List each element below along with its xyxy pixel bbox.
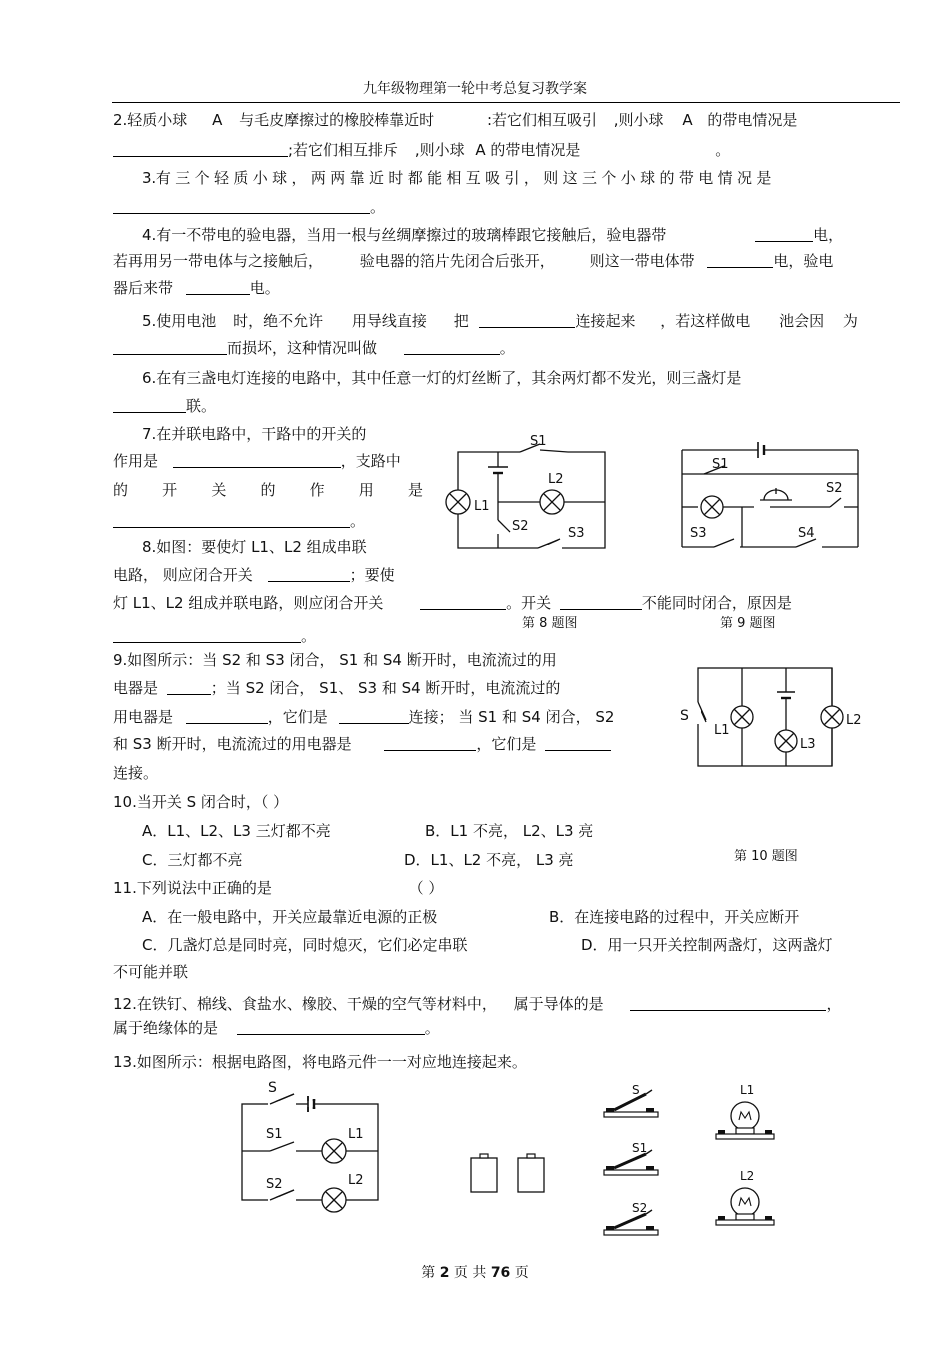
label-s1: S1	[712, 457, 729, 472]
q8-line-3	[113, 594, 792, 612]
q3-line-2	[113, 198, 385, 216]
answer-blank[interactable]	[755, 227, 813, 242]
q12-text: 12.在铁钉、棉线、食盐水、橡胶、干燥的空气等材料中，	[113, 995, 497, 1013]
battery-icon[interactable]	[468, 1152, 500, 1194]
knife-switch-s-icon[interactable]	[602, 1082, 662, 1124]
knife-switch-s1-icon[interactable]	[602, 1140, 662, 1182]
answer-blank[interactable]	[113, 340, 227, 355]
q9-text: 和 S3 断开时，电流流过的用电器是	[113, 735, 352, 753]
answer-blank[interactable]	[113, 199, 370, 214]
q6-line-1: 6.在有三盏电灯连接的电路中，其中任意一灯的灯丝断了，其余两灯都不发光，则三盏灯是	[142, 369, 742, 387]
answer-blank[interactable]	[560, 595, 642, 610]
fig8-circuit	[440, 430, 620, 555]
q3-text: 。	[370, 198, 386, 216]
label-l1: L1	[474, 499, 490, 514]
q9-text: 电器是	[113, 679, 159, 697]
footer-text: 第	[421, 1265, 436, 1281]
q10-stem: 10.当开关 S 闭合时，（ ）	[113, 793, 289, 811]
label-s3: S3	[568, 526, 585, 541]
q4-line-2	[113, 252, 833, 270]
label-l2: L2	[348, 1173, 364, 1188]
label-s1: S1	[530, 434, 547, 449]
q7-text: 作用是	[113, 452, 159, 470]
q5-text: 5.使用电池	[142, 312, 217, 330]
q7-char: 的	[260, 481, 276, 499]
page-number: 2	[439, 1265, 450, 1281]
q2-text: ;若它们相互排斥	[288, 141, 399, 159]
q4-text: 则这一带电体带	[589, 252, 695, 270]
q9-line-5: 连接。	[113, 764, 159, 782]
q8-line-1: 8.如图：要使灯 L1、L2 组成串联	[142, 538, 367, 556]
label-s2: S2	[512, 519, 529, 534]
q9-line-2	[113, 679, 560, 697]
q7-char: 是	[407, 481, 423, 499]
q7-char: 的	[113, 481, 129, 499]
q9-line-4	[113, 735, 611, 753]
label-s3: S3	[690, 526, 707, 541]
label-s2: S2	[632, 1201, 648, 1215]
label-s: S	[268, 1080, 277, 1096]
q8-line-2	[113, 566, 395, 584]
page-header: 九年级物理第一轮中考总复习教学案	[363, 81, 587, 97]
answer-blank[interactable]	[237, 1020, 425, 1035]
q7-line-1: 7.在并联电路中，干路中的开关的	[142, 425, 367, 443]
q7-text: 。	[350, 512, 366, 530]
q2-text: ,则小球	[613, 111, 664, 129]
label-l2: L2	[740, 1169, 755, 1183]
q11-option-d-cont: 不可能并联	[113, 963, 189, 981]
q6-line-2	[113, 397, 216, 415]
q11-stem	[113, 879, 443, 897]
q10-option-a[interactable]: A．L1、L2、L3 三灯都不亮	[142, 822, 331, 840]
label-s: S	[632, 1083, 640, 1097]
q12-line-2	[113, 1019, 440, 1037]
q9-line-3	[113, 708, 614, 726]
q5-text: 池会因	[779, 312, 825, 330]
q9-text: ；当 S2 闭合， S1、 S3 和 S4 断开时，电流流过的	[210, 679, 561, 697]
q8-text: 。开关	[506, 594, 552, 612]
footer-text: 页	[514, 1265, 529, 1281]
q11-option-a[interactable]: A．在一般电路中，开关应最靠近电源的正极	[142, 908, 438, 926]
q4-text: 电，验电	[773, 252, 834, 270]
q5-text: 把	[453, 312, 469, 330]
label-s4: S4	[798, 526, 815, 541]
q2-text: A	[212, 111, 223, 129]
q8-text: ；要使	[349, 566, 395, 584]
fig8-caption: 第 8 题图	[522, 616, 578, 631]
q4-text: 若再用另一带电体与之接触后，	[113, 252, 324, 270]
fig9-caption: 第 9 题图	[720, 616, 776, 631]
q5-line-1	[142, 312, 858, 330]
answer-blank[interactable]	[167, 680, 211, 695]
label-l3: L3	[800, 737, 816, 752]
label-l1: L1	[714, 723, 730, 738]
q11-text: 11.下列说法中正确的是	[113, 879, 272, 897]
fig13-circuit	[230, 1076, 390, 1216]
q4-line-1	[142, 226, 843, 244]
label-s: S	[680, 708, 689, 724]
q7-text: ，支路中	[340, 452, 401, 470]
q5-text: 而损坏，这种情况叫做	[227, 339, 378, 357]
fig10-caption: 第 10 题图	[734, 849, 798, 864]
q8-text: 灯 L1、L2 组成并联电路，则应闭合开关	[113, 594, 384, 612]
q12-line-1	[113, 995, 841, 1013]
answer-blank[interactable]	[113, 142, 288, 157]
footer-text: 页 共	[453, 1265, 487, 1281]
bulb-l2-icon[interactable]	[714, 1166, 776, 1228]
q12-text: ，	[826, 995, 842, 1013]
answer-blank[interactable]	[268, 567, 350, 582]
q12-text: 属于导体的是	[513, 995, 604, 1013]
header-rule	[112, 102, 900, 103]
answer-blank[interactable]	[113, 398, 186, 413]
q5-text: 连接起来	[575, 312, 636, 330]
q5-text: 。	[499, 339, 515, 357]
q4-text: 4.有一不带电的验电器，当用一根与丝绸摩擦过的玻璃棒跟它接触后，验电器带	[142, 226, 667, 244]
answer-blank[interactable]	[707, 253, 773, 268]
q8-text: 电路， 则应闭合开关	[113, 566, 253, 584]
answer-blank[interactable]	[186, 709, 268, 724]
label-s2: S2	[266, 1177, 283, 1192]
q5-text: 时，绝不允许	[233, 312, 324, 330]
q12-text: 。	[424, 1019, 440, 1037]
label-l1: L1	[348, 1127, 364, 1142]
q5-line-2	[113, 339, 515, 357]
q9-line-1: 9.如图所示：当 S2 和 S3 闭合， S1 和 S4 断开时，电流流过的用	[113, 651, 557, 669]
q2-text: ,则小球	[414, 141, 465, 159]
q5-text: 为	[842, 312, 858, 330]
answer-blank[interactable]	[113, 628, 301, 643]
q8-line-4	[113, 627, 316, 645]
q12-text: 属于绝缘体的是	[113, 1019, 219, 1037]
q9-text: 用电器是	[113, 708, 174, 726]
q2-text: 与毛皮摩擦过的橡胶棒靠近时	[239, 111, 435, 129]
q11-option-d[interactable]: D．用一只开关控制两盏灯，这两盏灯	[581, 936, 833, 954]
q7-line-2	[113, 452, 401, 470]
page-total: 76	[490, 1265, 511, 1281]
q11-answer-paren: （ ）	[408, 879, 444, 897]
q2-text: 的带电情况是	[707, 111, 798, 129]
answer-blank[interactable]	[173, 453, 341, 468]
q7-char: 作	[309, 481, 325, 499]
q2-text: 2.轻质小球	[113, 111, 188, 129]
q8-text: 。	[301, 627, 317, 645]
answer-blank[interactable]	[630, 996, 826, 1011]
q4-text: 验电器的箔片先闭合后张开，	[359, 252, 555, 270]
answer-blank[interactable]	[420, 595, 506, 610]
q7-line-4	[113, 512, 365, 530]
q2-line-1	[113, 111, 797, 129]
q2-text: 。	[715, 141, 731, 159]
fig10-circuit	[676, 662, 866, 772]
answer-blank[interactable]	[186, 280, 250, 295]
q2-text: :若它们相互吸引	[486, 111, 597, 129]
knife-switch-s2-icon[interactable]	[602, 1200, 662, 1242]
q10-option-d[interactable]: D．L1、L2 不亮， L3 亮	[404, 851, 574, 869]
answer-blank[interactable]	[339, 709, 409, 724]
label-l2: L2	[846, 713, 862, 728]
q11-option-c[interactable]: C．几盏灯总是同时亮，同时熄灭，它们必定串联	[142, 936, 468, 954]
q10-option-b[interactable]: B．L1 不亮， L2、L3 亮	[425, 822, 594, 840]
battery-icon[interactable]	[515, 1152, 547, 1194]
q9-text: ，它们是	[267, 708, 328, 726]
page-footer	[0, 1262, 950, 1282]
q3-line-1: 3.有 三 个 轻 质 小 球 ， 两 两 靠 近 时 都 能 相 互 吸 引 ， 则 这 三 个 小 球 的 带 电 情 况 是	[142, 169, 772, 187]
answer-blank[interactable]	[479, 313, 575, 328]
answer-blank[interactable]	[545, 736, 611, 751]
q2-text: A	[682, 111, 693, 129]
label-l2: L2	[548, 472, 564, 487]
q4-line-3	[113, 279, 280, 297]
q13-line-1: 13.如图所示：根据电路图，将电路元件一一对应地连接起来。	[113, 1053, 527, 1071]
fig9-circuit	[676, 432, 866, 552]
q4-text: 器后来带	[113, 279, 174, 297]
q9-text: ，它们是	[476, 735, 537, 753]
q8-text: 不能同时闭合，原因是	[641, 594, 792, 612]
q2-line-2	[113, 141, 730, 159]
bulb-l1-icon[interactable]	[714, 1080, 776, 1142]
answer-blank[interactable]	[384, 736, 476, 751]
q7-char: 开	[162, 481, 178, 499]
q5-text: ，若这样做电	[660, 312, 751, 330]
q10-option-c[interactable]: C．三灯都不亮	[142, 851, 243, 869]
q7-char: 用	[358, 481, 374, 499]
answer-blank[interactable]	[113, 513, 350, 528]
q4-text: 电，	[813, 226, 844, 244]
q11-option-b[interactable]: B．在连接电路的过程中，开关应断开	[549, 908, 800, 926]
q9-text: 连接； 当 S1 和 S4 闭合， S2	[408, 708, 615, 726]
label-s1: S1	[632, 1141, 648, 1155]
q5-text: 用导线直接	[351, 312, 427, 330]
answer-blank[interactable]	[404, 340, 500, 355]
q7-char: 关	[211, 481, 227, 499]
q6-text: 联。	[186, 397, 217, 415]
label-s2: S2	[826, 481, 843, 496]
q2-text: A 的带电情况是	[475, 141, 581, 159]
label-l1: L1	[740, 1083, 755, 1097]
q7-line-3	[113, 481, 423, 499]
label-s1: S1	[266, 1127, 283, 1142]
q4-text: 电。	[249, 279, 280, 297]
